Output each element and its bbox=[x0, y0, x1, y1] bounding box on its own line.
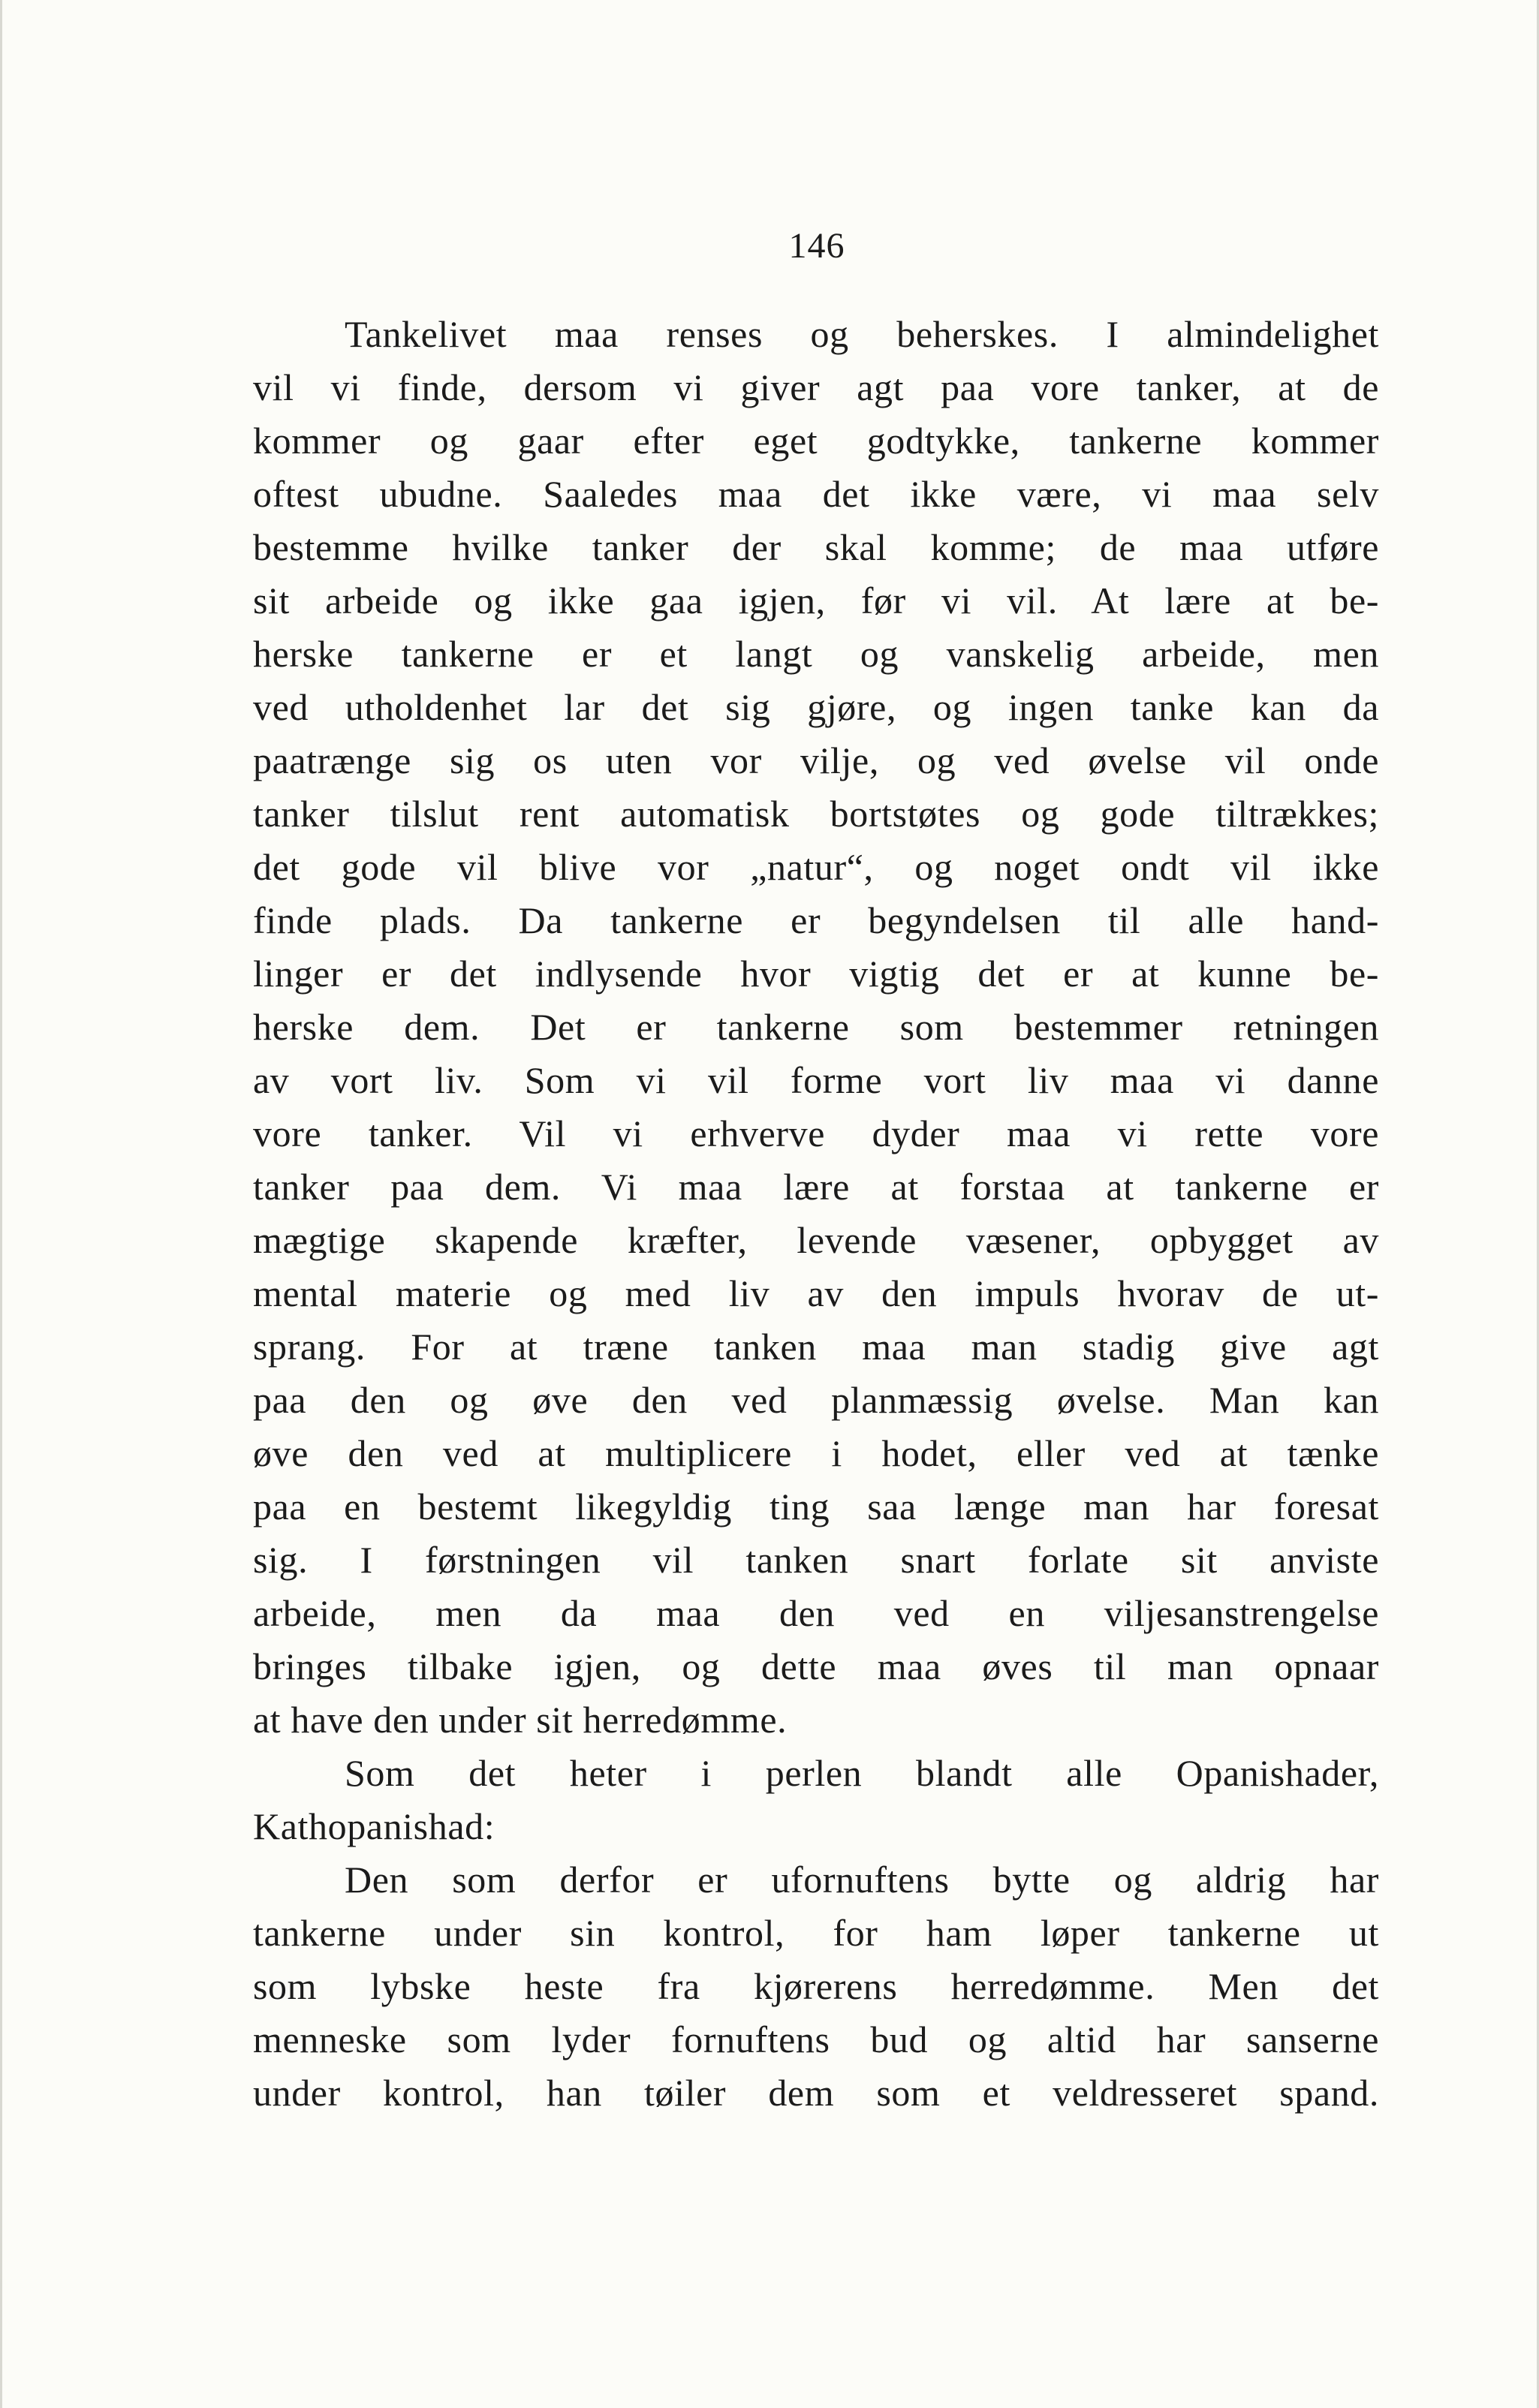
text-line: øve den ved at multiplicere i hodet, eller ved at tænke bbox=[253, 1432, 1379, 1474]
text-line: at have den under sit herredømme. bbox=[253, 1699, 788, 1741]
text-line: under kontrol, han tøiler dem som et veldresseret spand. bbox=[253, 2072, 1379, 2114]
text-line: som lybske heste fra kjørerens herredømme. Men det bbox=[253, 1965, 1379, 2007]
text-line: Tankelivet maa renses og beherskes. I almindelighet bbox=[345, 313, 1379, 355]
text-line: sig. I førstningen vil tanken snart forlate sit anviste bbox=[253, 1539, 1379, 1581]
text-line: vil vi finde, dersom vi giver agt paa vore tanker, at de bbox=[253, 366, 1379, 408]
text-line: tanker paa dem. Vi maa lære at forstaa at tankerne er bbox=[253, 1166, 1379, 1208]
text-line: herske tankerne er et langt og vanskelig arbeide, men bbox=[253, 633, 1379, 675]
text-line: vore tanker. Vil vi erhverve dyder maa vi rette vore bbox=[253, 1112, 1379, 1154]
text-line: paatrænge sig os uten vor vilje, og ved øvelse vil onde bbox=[253, 739, 1379, 781]
text-line: oftest ubudne. Saaledes maa det ikke være, vi maa selv bbox=[253, 473, 1379, 515]
text-line: bringes tilbake igjen, og dette maa øves til man opnaar bbox=[253, 1645, 1379, 1687]
text-line: herske dem. Det er tankerne som bestemmer retningen bbox=[253, 1006, 1379, 1048]
text-line: det gode vil blive vor „natur“, og noget ondt vil ikke bbox=[253, 846, 1379, 888]
text-line: mental materie og med liv av den impuls hvorav de ut- bbox=[253, 1272, 1379, 1314]
text-line: mægtige skapende kræfter, levende væsener, opbygget av bbox=[253, 1219, 1379, 1261]
text-line: finde plads. Da tankerne er begyndelsen til alle hand- bbox=[253, 899, 1379, 941]
text-line: arbeide, men da maa den ved en viljesanstrengelse bbox=[253, 1592, 1379, 1634]
text-line: sit arbeide og ikke gaa igjen, før vi vil. At lære at be- bbox=[253, 579, 1379, 622]
text-line: kommer og gaar efter eget godtykke, tankerne kommer bbox=[253, 420, 1379, 462]
text-line: sprang. For at træne tanken maa man stadig give agt bbox=[253, 1326, 1379, 1368]
text-line: menneske som lyder fornuftens bud og altid har sanserne bbox=[253, 2018, 1379, 2060]
text-line: ved utholdenhet lar det sig gjøre, og ingen tanke kan da bbox=[253, 686, 1379, 728]
text-line: paa den og øve den ved planmæssig øvelse. Man kan bbox=[253, 1379, 1379, 1421]
body-text bbox=[253, 308, 1379, 2120]
text-line: Kathopanishad: bbox=[253, 1805, 495, 1847]
text-line: tanker tilslut rent automatisk bortstøtes og gode tiltrækkes; bbox=[253, 793, 1379, 835]
text-line: tankerne under sin kontrol, for ham løper tankerne ut bbox=[253, 1912, 1379, 1954]
text-line: Den som derfor er ufornuftens bytte og aldrig har bbox=[345, 1859, 1379, 1901]
page-number: 146 bbox=[788, 226, 845, 266]
text-line: Som det heter i perlen blandt alle Opanishader, bbox=[345, 1752, 1379, 1794]
text-line: paa en bestemt likegyldig ting saa længe man har foresat bbox=[253, 1485, 1379, 1528]
text-line: linger er det indlysende hvor vigtig det er at kunne be- bbox=[253, 953, 1379, 995]
text-line: bestemme hvilke tanker der skal komme; de maa utføre bbox=[253, 526, 1379, 568]
text-line: av vort liv. Som vi vil forme vort liv maa vi danne bbox=[253, 1059, 1379, 1101]
